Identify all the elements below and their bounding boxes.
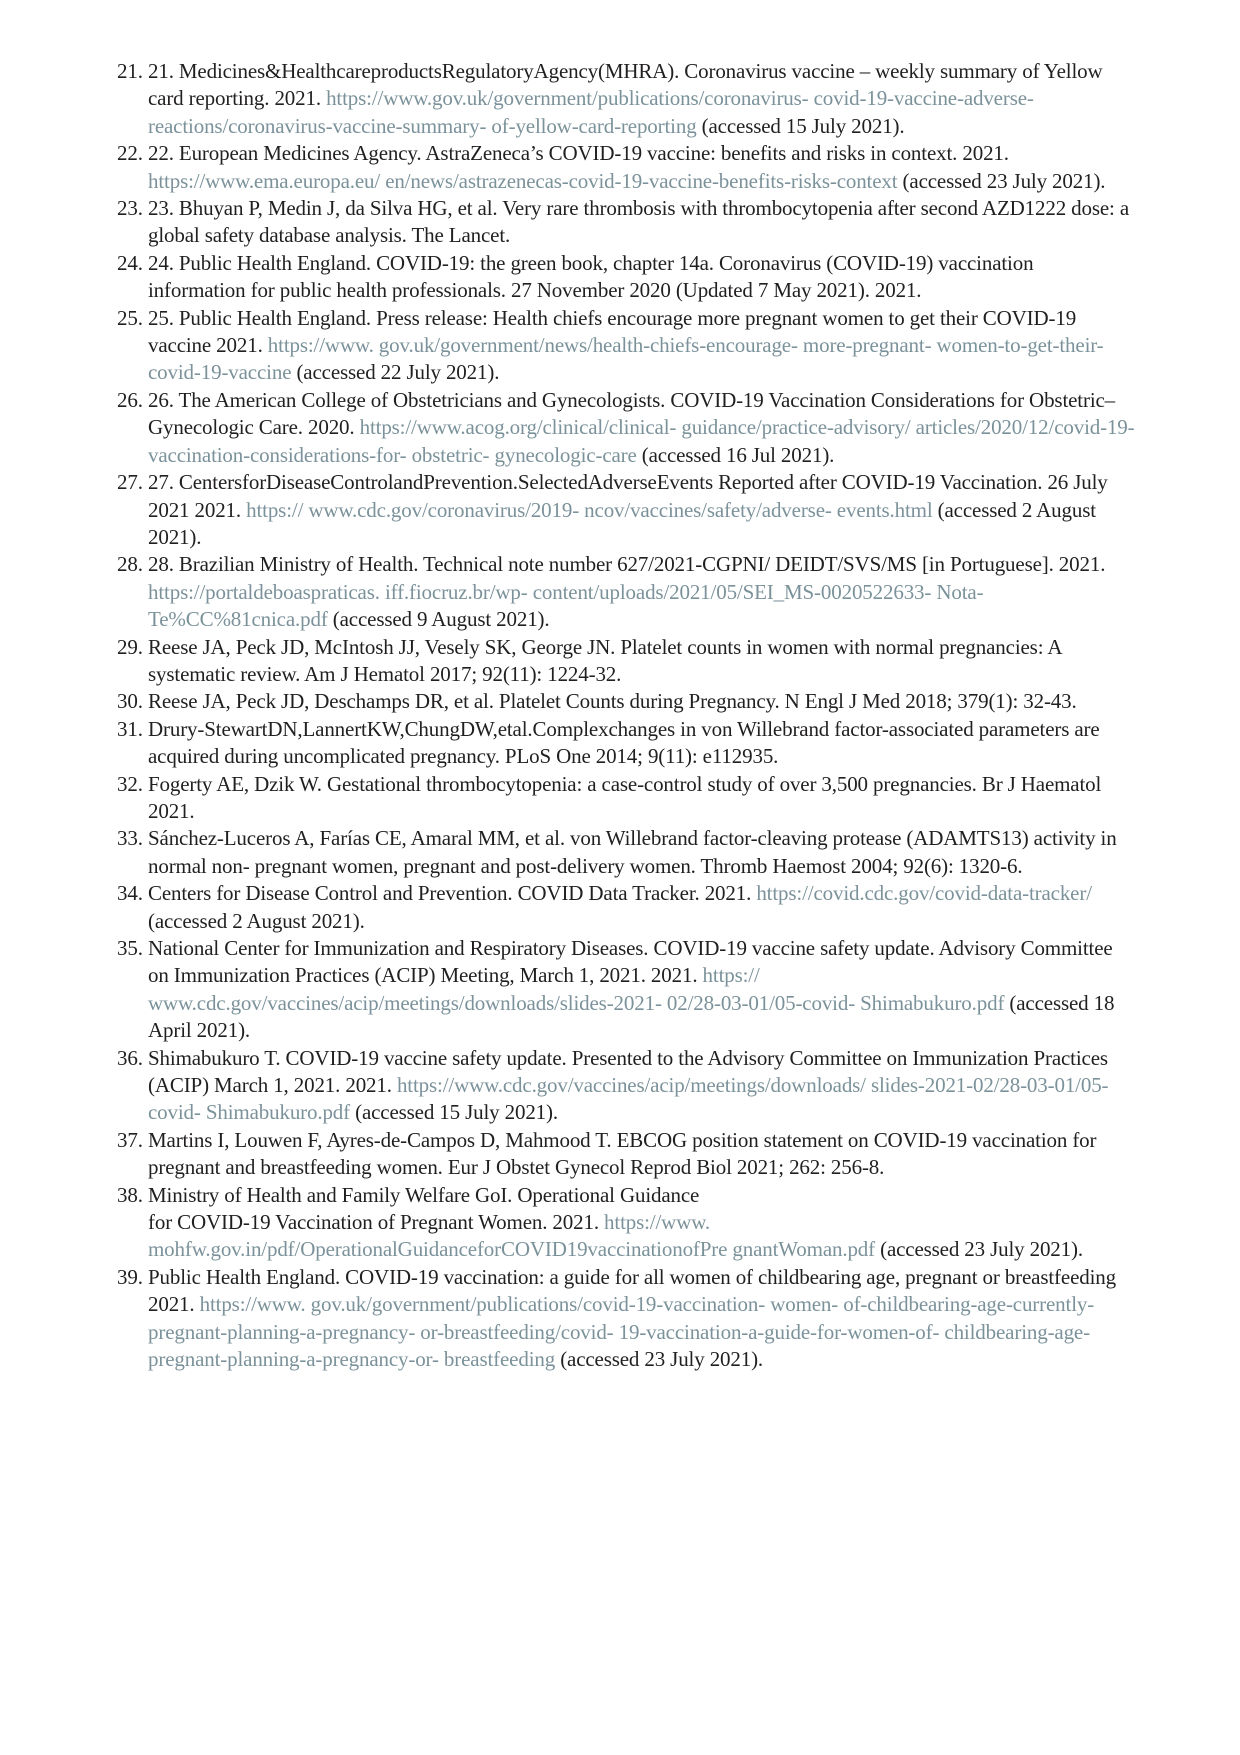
reference-number: 38. — [117, 1182, 143, 1207]
reference-url-link[interactable]: https://www.cdc.gov/vaccines/acip/meetings/downloads/ slides-2021-02/28-03-01/05-covid- Shimabukuro.pdf — [148, 1073, 1109, 1125]
reference-citation-text: 21. Medicines&HealthcareproductsRegulatoryAgency(MHRA). Coronavirus vaccine – weekly summary of Yellow card reporting. 2021. — [148, 59, 1103, 111]
reference-citation-text: (accessed 18 April 2021). — [148, 990, 1115, 1043]
reference-item — [117, 1045, 1136, 1127]
reference-citation-text: Sánchez-Luceros A, Farías CE, Amaral MM, et al. von Willebrand factor-cleaving protease (ADAMTS13) activity in normal non- pregnant women, pregnant and post-delivery women. Thromb Haemost 2004; 92(6): 1320-6. — [148, 826, 1117, 878]
reference-citation-text: Ministry of Health and Family Welfare GoI. Operational Guidance — [148, 1182, 700, 1207]
reference-text — [148, 552, 1105, 631]
reference-citation-text: 26. The American College of Obstetricians and Gynecologists. COVID-19 Vaccination Considerations for Obstetric–Gynecologic Care. 2020. — [148, 387, 1116, 440]
reference-citation-text: 28. Brazilian Ministry of Health. Technical note number 627/2021-CGPNI/ DEIDT/SVS/MS [in Portuguese]. 2021. — [148, 552, 1106, 577]
reference-text — [148, 826, 1117, 877]
reference-citation-text: 23. Bhuyan P, Medin J, da Silva HG, et al. Very rare thrombosis with thrombocytopenia after second AZD1222 dose: a global safety database analysis. The Lancet. — [148, 196, 1130, 248]
reference-item — [117, 195, 1136, 250]
reference-citation-text: (accessed 15 July 2021). — [350, 1100, 558, 1125]
reference-item — [117, 551, 1136, 633]
reference-number: 36. — [117, 1045, 143, 1070]
reference-url-link[interactable]: https://www. gov.uk/government/news/health-chiefs-encourage- more-pregnant- women-to-get-their-covid-19-vaccine — [148, 333, 1104, 385]
reference-item — [117, 469, 1136, 551]
reference-item — [117, 387, 1136, 469]
reference-text — [148, 717, 1100, 768]
reference-item — [117, 716, 1136, 771]
reference-citation-text: 24. Public Health England. COVID-19: the green book, chapter 14a. Coronavirus (COVID-19) vaccination information for public health professionals. 27 November 2020 (Updated 7 May 2021). 2021. — [148, 250, 1034, 303]
reference-url-link[interactable]: https:// www.cdc.gov/vaccines/acip/meetings/downloads/slides-2021- 02/28-03-01/05-covid- Shimabukuro.pdf — [148, 963, 1005, 1015]
reference-number: 32. — [117, 771, 143, 796]
reference-number: 25. — [117, 305, 143, 330]
reference-number: 33. — [117, 826, 143, 851]
reference-citation-text: for COVID-19 Vaccination of Pregnant Women. 2021. — [148, 1210, 605, 1235]
reference-citation-text: Fogerty AE, Dzik W. Gestational thrombocytopenia: a case-control study of over 3,500 pregnancies. Br J Haematol 2021. — [148, 771, 1102, 823]
reference-number: 24. — [117, 250, 143, 275]
reference-citation-text: (accessed 2 August 2021). — [148, 908, 365, 933]
reference-text — [148, 936, 1114, 1042]
reference-url-link[interactable]: https://www. mohfw.gov.in/pdf/OperationalGuidanceforCOVID19vaccinationofPre gnantWoman.pdf — [148, 1210, 875, 1262]
reference-citation-text: 25. Public Health England. Press release: Health chiefs encourage more pregnant women to get their COVID-19 vaccine 2021. — [148, 305, 1077, 358]
reference-list — [117, 58, 1136, 1374]
reference-text — [148, 251, 1033, 302]
reference-url-link[interactable]: https://covid.cdc.gov/covid-data-tracker/ — [756, 881, 1092, 906]
reference-item — [117, 250, 1136, 305]
reference-number: 26. — [117, 387, 143, 412]
reference-item — [117, 688, 1136, 715]
reference-item — [117, 58, 1136, 140]
reference-citation-text: (accessed 15 July 2021). — [696, 113, 905, 138]
reference-text — [148, 470, 1108, 549]
reference-citation-text: (accessed 23 July 2021). — [555, 1347, 764, 1372]
reference-item — [117, 140, 1136, 195]
reference-url-link[interactable]: https://www.ema.europa.eu/ en/news/astrazenecas-covid-19-vaccine-benefits-risks-context — [148, 168, 898, 193]
reference-number: 23. — [117, 196, 143, 221]
reference-citation-text: 22. European Medicines Agency. AstraZeneca’s COVID-19 vaccine: benefits and risks in context. 2021. — [148, 141, 1009, 166]
reference-citation-text: Reese JA, Peck JD, Deschamps DR, et al. Platelet Counts during Pregnancy. N Engl J Med 2018; 379(1): 32-43. — [148, 689, 1077, 714]
reference-number: 37. — [117, 1127, 143, 1152]
reference-citation-text: (accessed 16 Jul 2021). — [636, 442, 835, 467]
reference-number: 21. — [117, 59, 143, 83]
reference-text — [148, 1265, 1116, 1371]
reference-number: 22. — [117, 141, 143, 166]
reference-url-link[interactable]: https://www.gov.uk/government/publications/coronavirus- covid-19-vaccine-adverse-reactions/coronavirus-vaccine-summary- of-yellow-card-reporting — [148, 86, 1034, 138]
reference-text — [148, 689, 1077, 713]
reference-item — [117, 1264, 1136, 1374]
reference-url-link[interactable]: https://portaldeboaspraticas. iff.fiocruz.br/wp- content/uploads/2021/05/SEI_MS-0020522633- Nota-Te%CC%81cnica.pdf — [148, 579, 984, 632]
reference-number: 27. — [117, 470, 143, 495]
reference-text — [148, 881, 1092, 932]
reference-text — [148, 635, 1061, 686]
reference-citation-text: National Center for Immunization and Respiratory Diseases. COVID-19 vaccine safety update. Advisory Committee on Immunization Practices (ACIP) Meeting, March 1, 2021. 2021. — [148, 936, 1113, 988]
reference-text — [148, 306, 1104, 385]
reference-citation-text: Shimabukuro T. COVID-19 vaccine safety update. Presented to the Advisory Committee on Immunization Practices (ACIP) March 1, 2021. 2021. — [148, 1045, 1108, 1098]
reference-citation-text: Public Health England. COVID-19 vaccination: a guide for all women of childbearing age, pregnant or breastfeeding 2021. — [148, 1264, 1116, 1317]
reference-text — [148, 196, 1129, 247]
reference-text — [148, 1128, 1096, 1179]
reference-citation-text: (accessed 23 July 2021). — [875, 1237, 1083, 1262]
reference-url-link[interactable]: https:// www.cdc.gov/coronavirus/2019- ncov/vaccines/safety/adverse- events.html — [246, 497, 933, 522]
reference-item — [117, 880, 1136, 935]
reference-item — [117, 771, 1136, 826]
reference-citation-text: Centers for Disease Control and Prevention. COVID Data Tracker. 2021. — [148, 881, 757, 906]
reference-number: 30. — [117, 689, 143, 714]
reference-text — [148, 1046, 1108, 1125]
reference-citation-text: (accessed 22 July 2021). — [291, 360, 500, 385]
reference-number: 28. — [117, 552, 143, 577]
reference-citation-text: (accessed 23 July 2021). — [897, 168, 1106, 193]
reference-citation-text: Drury-StewartDN,LannertKW,ChungDW,etal.Complexchanges in von Willebrand factor-associated parameters are acquired during uncomplicated pregnancy. PLoS One 2014; 9(11): e112935. — [148, 716, 1100, 769]
reference-item — [117, 825, 1136, 880]
reference-citation-text: (accessed 9 August 2021). — [327, 607, 550, 632]
reference-item — [117, 634, 1136, 689]
reference-item — [117, 1182, 1136, 1264]
reference-citation-text: Reese JA, Peck JD, McIntosh JJ, Vesely SK, George JN. Platelet counts in women with normal pregnancies: A systematic review. Am J Hematol 2017; 92(11): 1224-32. — [148, 634, 1062, 686]
reference-citation-text: (accessed 2 August 2021). — [148, 497, 1096, 549]
reference-url-link[interactable]: https://www.acog.org/clinical/clinical- guidance/practice-advisory/ articles/2020/12/covid-19-vaccination-considerations-for- obstetric- gynecologic-care — [148, 415, 1135, 467]
reference-item — [117, 935, 1136, 1045]
reference-number: 34. — [117, 881, 143, 906]
reference-text — [148, 141, 1105, 192]
reference-text — [148, 388, 1135, 467]
reference-item — [117, 1127, 1136, 1182]
reference-number: 29. — [117, 634, 143, 659]
reference-text — [148, 59, 1103, 138]
reference-text — [148, 772, 1101, 823]
reference-text — [148, 1183, 1083, 1262]
reference-item — [117, 305, 1136, 387]
reference-number: 35. — [117, 936, 143, 960]
reference-number: 39. — [117, 1264, 143, 1289]
reference-citation-text: Martins I, Louwen F, Ayres-de-Campos D, Mahmood T. EBCOG position statement on COVID-19 vaccination for pregnant and breastfeeding women. Eur J Obstet Gynecol Reprod Biol 2021; 262: 256-8. — [148, 1127, 1097, 1180]
reference-number: 31. — [117, 716, 143, 741]
reference-citation-text: 27. CentersforDiseaseControlandPrevention.SelectedAdverseEvents Reported after COVID-19 Vaccination. 26 July 2021 2021. — [148, 470, 1108, 522]
reference-url-link[interactable]: https://www. gov.uk/government/publications/covid-19-vaccination- women- of-childbearing-age-currently-pregnant-planning-a-pregnancy- or-breastfeeding/covid- 19-vaccination-a-guide-for-women-of- childbearing-age-pregnant-planning-a-pregnancy-or- breastfeeding — [148, 1292, 1095, 1372]
